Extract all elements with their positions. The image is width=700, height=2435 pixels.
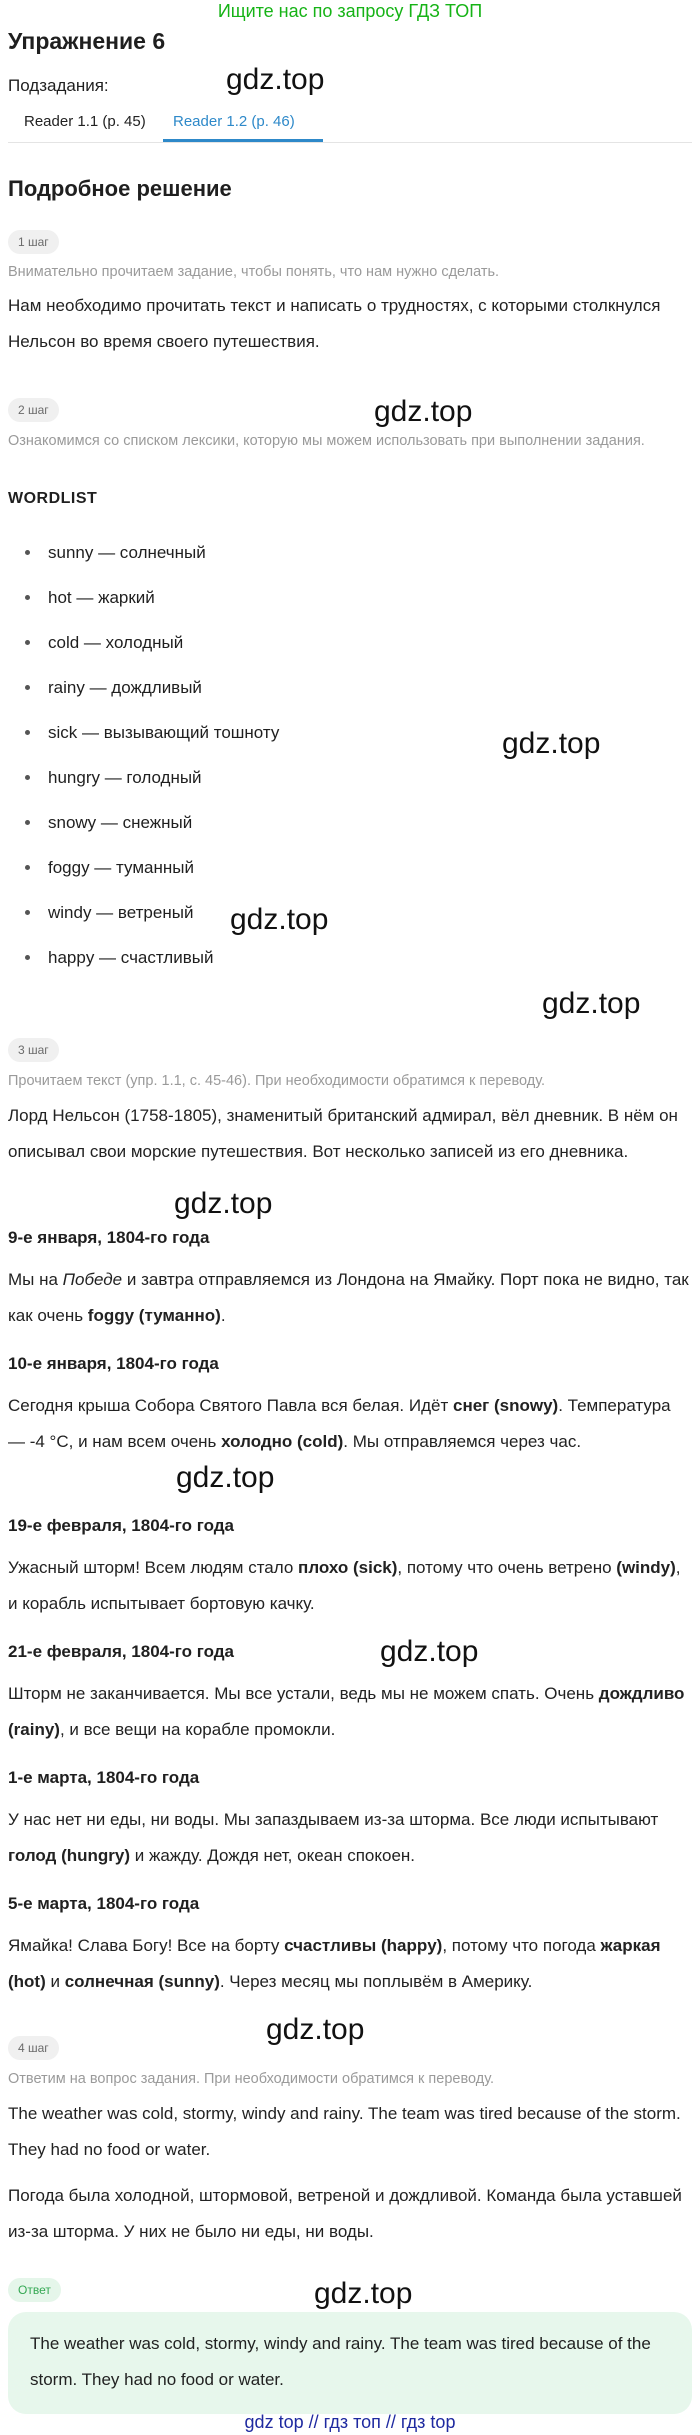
watermark: gdz.top <box>374 395 473 428</box>
diary-entry-text: Ужасный шторм! Всем людям стало плохо (sick), потому что очень ветрено (windy), и корабль испытывает бортовую качку. <box>8 1558 681 1613</box>
step-3-note: Прочитаем текст (упр. 1.1, с. 45-46). При необходимости обратимся к переводу. <box>8 1073 546 1089</box>
watermark: gdz.top <box>502 727 601 760</box>
diary-entry-text: Ямайка! Слава Богу! Все на борту счастливы (happy), потому что погода жаркая (hot) и солнечная (sunny). Через месяц мы поплывём в Америку. <box>8 1936 661 1991</box>
bullet-icon <box>25 865 30 870</box>
step-3-intro: Лорд Нельсон (1758-1805), знаменитый британский адмирал, вёл дневник. В нём он описывал свои морские путешествия. Вот несколько записей из его дневника. <box>8 1106 678 1161</box>
wordlist-item <box>8 620 279 665</box>
diary-date: 10-е января, 1804-го года <box>8 1354 219 1373</box>
wordlist-item <box>8 935 279 980</box>
wordlist-title: WORDLIST <box>8 490 98 507</box>
watermark: gdz.top <box>174 1187 273 1220</box>
step-4-text-ru: Погода была холодной, штормовой, ветреной и дождливой. Команда была уставшей из-за шторма. У них не было ни еды, ни воды. <box>8 2186 682 2241</box>
word-entry: windy — ветреный <box>48 903 194 922</box>
bullet-icon <box>25 955 30 960</box>
wordlist-item <box>8 845 279 890</box>
subtask-tabs <box>8 108 692 143</box>
watermark: gdz.top <box>542 987 641 1020</box>
wordlist-item <box>8 665 279 710</box>
word-entry: hot — жаркий <box>48 588 155 607</box>
word-entry: sunny — солнечный <box>48 543 206 562</box>
bullet-icon <box>25 820 30 825</box>
diary-date: 9-е января, 1804-го года <box>8 1228 210 1247</box>
step-1-badge: 1 шаг <box>8 230 59 254</box>
step-4-text-en: The weather was cold, stormy, windy and rainy. The team was tired because of the storm. They had no food or water. <box>8 2104 681 2159</box>
bullet-icon <box>25 595 30 600</box>
watermark: gdz.top <box>314 2277 413 2310</box>
subtasks-label: Подзадания: <box>8 76 109 95</box>
answer-text: The weather was cold, stormy, windy and rainy. The team was tired because of the storm. They had no food or water. <box>30 2334 651 2389</box>
active-tab-indicator <box>163 139 323 142</box>
step-3-badge: 3 шаг <box>8 1038 59 1062</box>
diary-date: 19-е февраля, 1804-го года <box>8 1516 235 1535</box>
step-2-badge: 2 шаг <box>8 398 59 422</box>
watermark: gdz.top <box>176 1461 275 1494</box>
bullet-icon <box>25 775 30 780</box>
top-banner: Ищите нас по запросу ГДЗ ТОП <box>217 1 483 21</box>
word-entry: sick — вызывающий тошноту <box>48 723 280 742</box>
watermark: gdz.top <box>266 2013 365 2046</box>
word-entry: rainy — дождливый <box>48 678 202 697</box>
watermark: gdz.top <box>230 903 329 936</box>
diary-entry-text: Мы на Победе и завтра отправляемся из Лондона на Ямайку. Порт пока не видно, так как очень foggy (туманно). <box>8 1270 689 1325</box>
diary-date: 1-е марта, 1804-го года <box>8 1768 200 1787</box>
answer-badge: Ответ <box>8 2278 61 2302</box>
diary-entry-text: Сегодня крыша Собора Святого Павла вся белая. Идёт снег (snowy). Температура — -4 °C, и нам всем очень холодно (cold). Мы отправляемся через час. <box>8 1396 671 1451</box>
section-title: Подробное решение <box>8 176 232 201</box>
word-entry: hungry — голодный <box>48 768 202 787</box>
tab-reader-1-1[interactable]: Reader 1.1 (p. 45) <box>24 113 146 130</box>
watermark: gdz.top <box>226 63 325 96</box>
step-1-text: Нам необходимо прочитать текст и написать о трудностях, с которыми столкнулся Нельсон во время своего путешествия. <box>8 296 661 351</box>
bullet-icon <box>25 550 30 555</box>
bullet-icon <box>25 910 30 915</box>
word-entry: foggy — туманный <box>48 858 194 877</box>
bullet-icon <box>25 730 30 735</box>
step-4-note: Ответим на вопрос задания. При необходимости обратимся к переводу. <box>8 2071 495 2087</box>
bottom-banner: gdz top // гдз топ // гдз top <box>244 2412 456 2432</box>
diary-date: 5-е марта, 1804-го года <box>8 1894 200 1913</box>
step-4-badge: 4 шаг <box>8 2036 59 2060</box>
wordlist-item <box>8 575 279 620</box>
answer-box <box>8 2312 692 2414</box>
wordlist-item <box>8 800 279 845</box>
diary-date: 21-е февраля, 1804-го года <box>8 1642 235 1661</box>
wordlist-item <box>8 755 279 800</box>
step-2-note: Ознакомимся со списком лексики, которую мы можем использовать при выполнении задания. <box>8 433 645 449</box>
watermark: gdz.top <box>380 1635 479 1668</box>
step-1-note: Внимательно прочитаем задание, чтобы понять, что нам нужно сделать. <box>8 264 500 280</box>
bullet-icon <box>25 685 30 690</box>
word-entry: happy — счастливый <box>48 948 214 967</box>
diary-entry-text: Шторм не заканчивается. Мы все устали, ведь мы не можем спать. Очень дождливо (rainy), и все вещи на корабле промокли. <box>8 1684 685 1739</box>
tab-reader-1-2[interactable]: Reader 1.2 (p. 46) <box>173 113 295 130</box>
page-title: Упражнение 6 <box>8 28 166 54</box>
wordlist-item <box>8 710 279 755</box>
bullet-icon <box>25 640 30 645</box>
wordlist-item <box>8 530 279 575</box>
diary-entry-text: У нас нет ни еды, ни воды. Мы запаздываем из-за шторма. Все люди испытывают голод (hungry) и жажду. Дождя нет, океан спокоен. <box>8 1810 659 1865</box>
word-entry: cold — холодный <box>48 633 184 652</box>
word-entry: snowy — снежный <box>48 813 193 832</box>
